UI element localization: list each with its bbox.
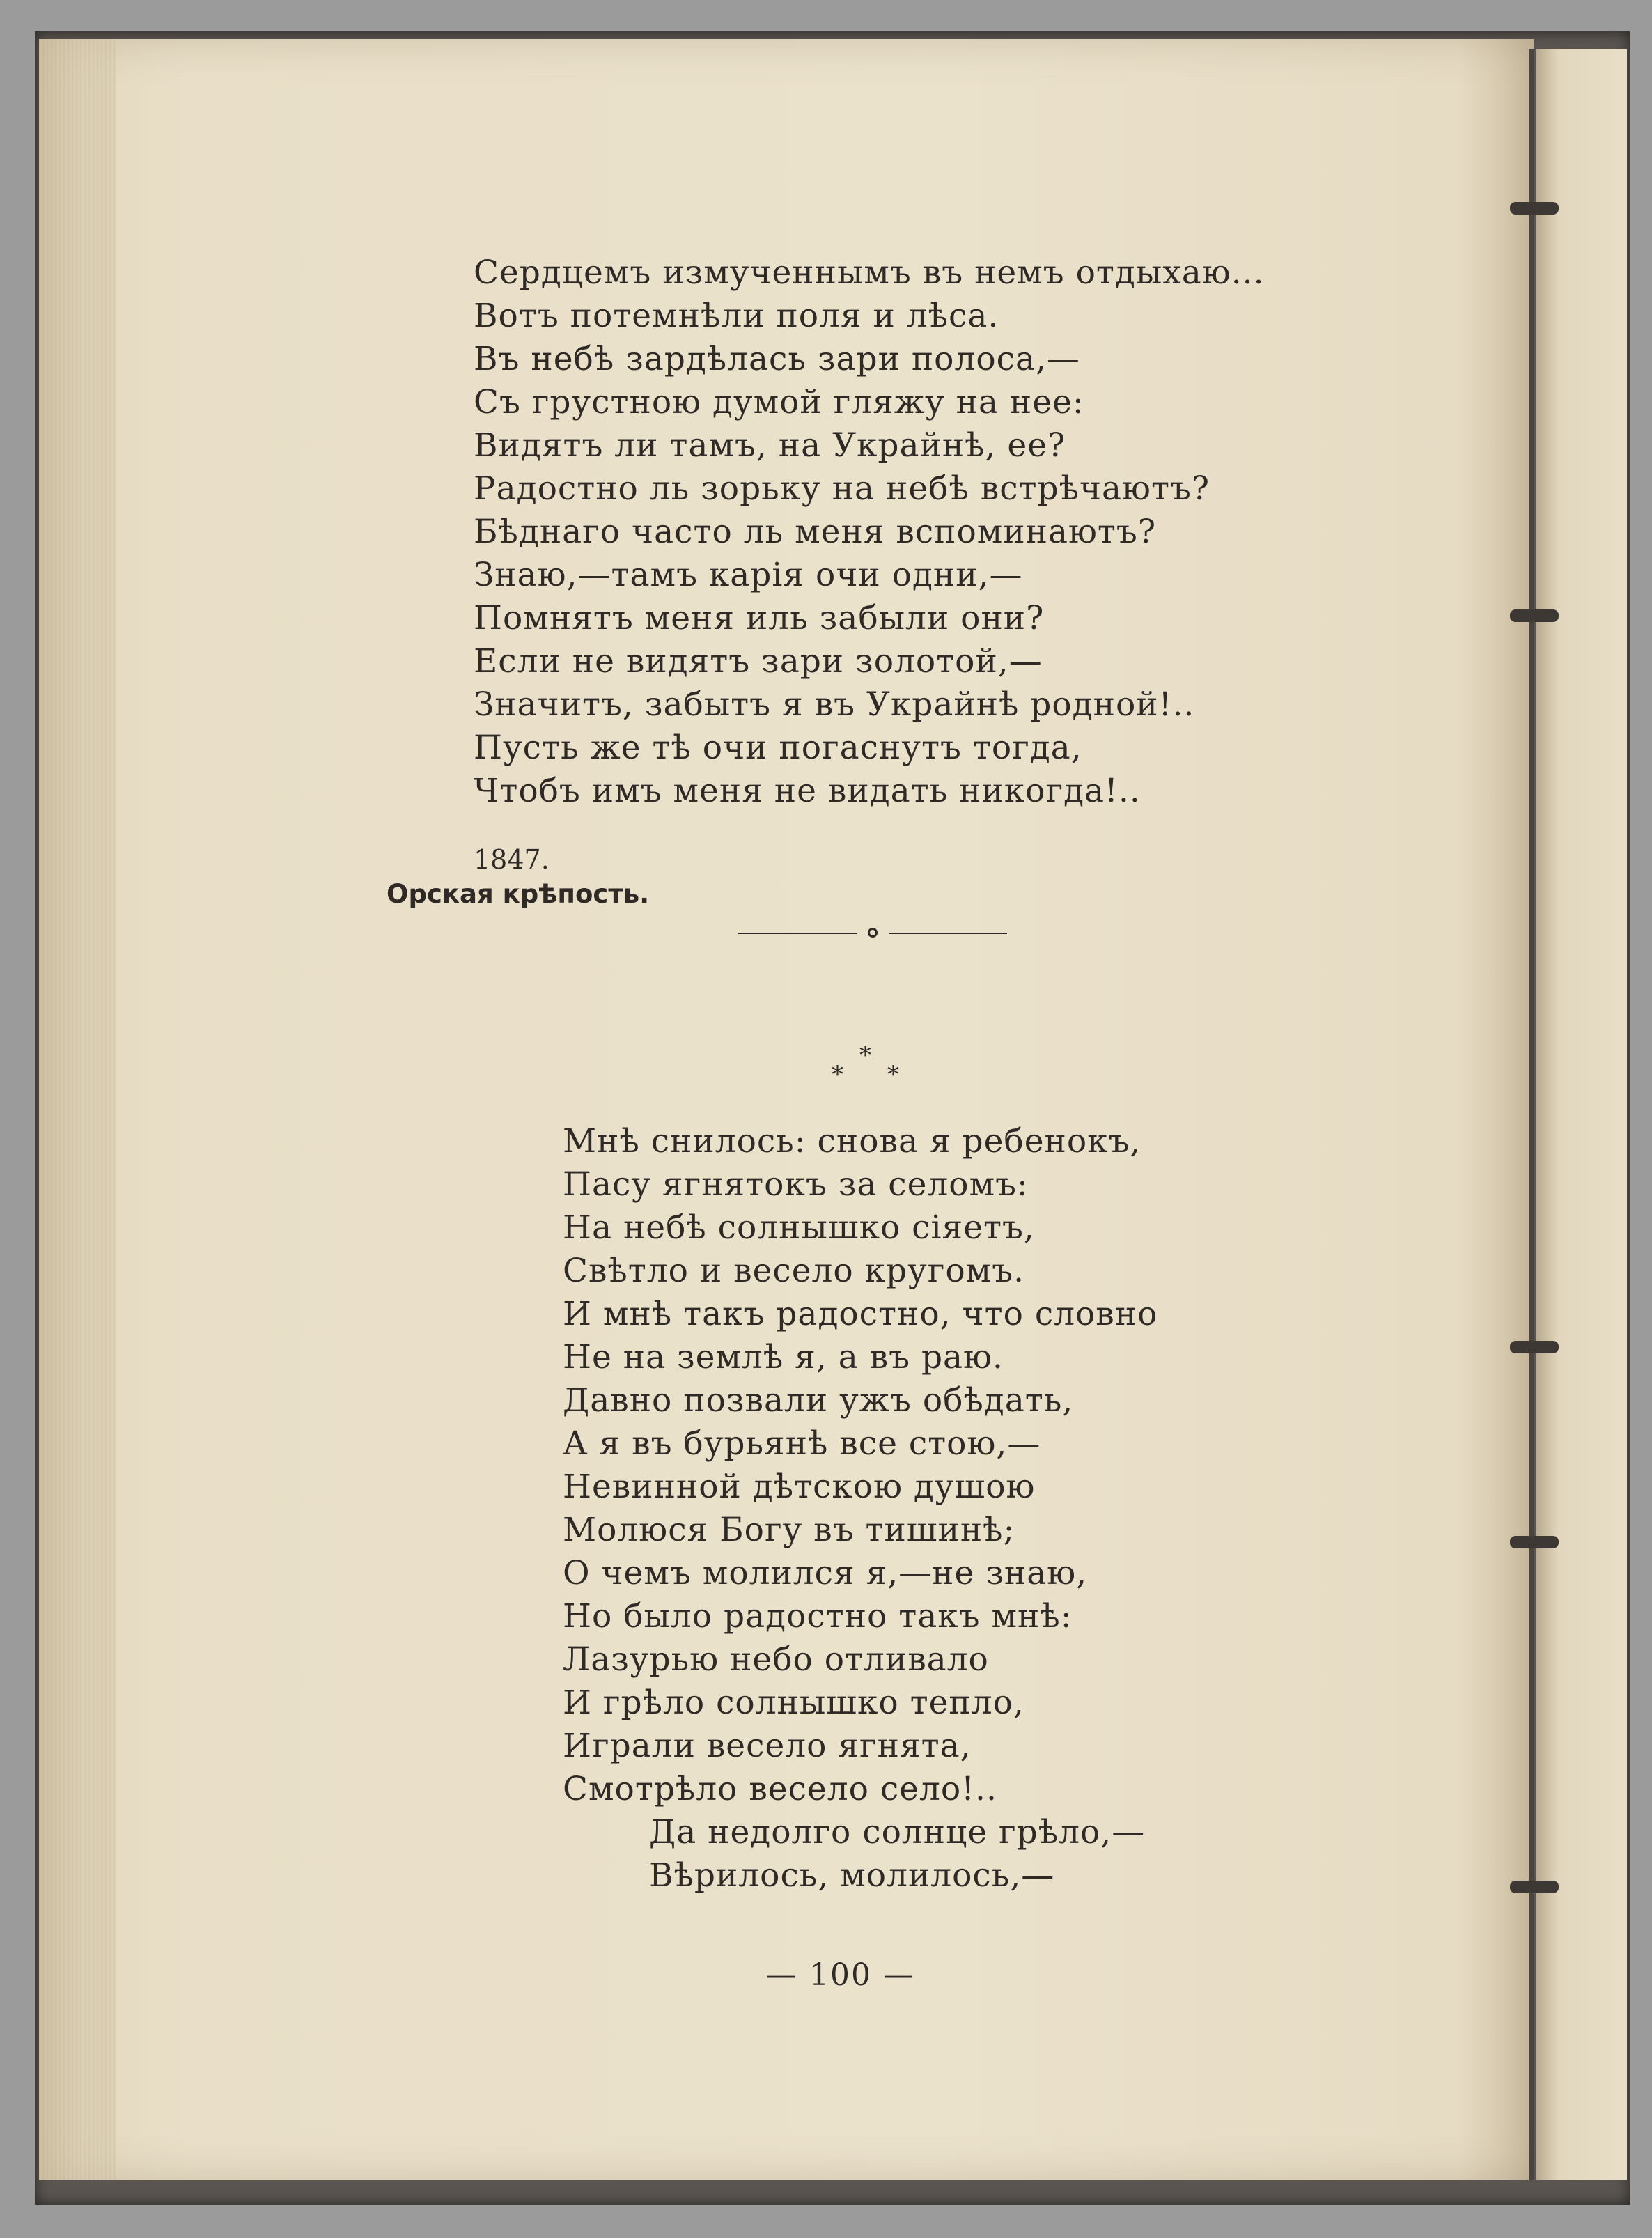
poem-line: Вотъ потемнѣли поля и лѣса. — [474, 297, 999, 335]
poem-line: И мнѣ такъ радостно, что словно — [563, 1295, 1158, 1333]
book-gutter — [1529, 49, 1534, 2180]
asterism — [822, 1041, 919, 1090]
poem-line: Лазурью небо отливало — [563, 1640, 989, 1679]
poem-line: Не на землѣ я, а въ раю. — [563, 1338, 1004, 1376]
poem-line: Играли весело ягнята, — [563, 1727, 972, 1765]
poem-line: Чтобъ имъ меня не видать никогда!.. — [474, 772, 1141, 810]
poem-line: Давно позвали ужъ обѣдать, — [563, 1381, 1074, 1420]
poem-line: Пусть же тѣ очи погаснутъ тогда, — [474, 729, 1082, 767]
poem-line: Вѣрилось, молилось,— — [649, 1856, 1055, 1895]
asterisk: * — [832, 1061, 843, 1089]
poem-line: А я въ бурьянѣ все стою,— — [563, 1424, 1041, 1463]
poem-line: Знаю,—тамъ карія очи одни,— — [474, 556, 1023, 594]
binding-thread-mark — [1510, 202, 1559, 215]
poem-line: И грѣло солнышко тепло, — [563, 1684, 1024, 1722]
poem-line: О чемъ молился я,—не знаю, — [563, 1554, 1088, 1592]
poem-line: Съ грустною думой гляжу на нее: — [474, 383, 1084, 421]
poem-line: Но было радостно такъ мнѣ: — [563, 1597, 1073, 1635]
separator-circle-ornament — [868, 928, 878, 938]
poem-line: Свѣтло и весело кругомъ. — [563, 1252, 1025, 1290]
facing-page-edge — [1536, 49, 1627, 2180]
poem-line: Мнѣ снилось: снова я ребенокъ, — [563, 1122, 1141, 1160]
poem-line: Если не видятъ зари золотой,— — [474, 642, 1043, 681]
poem-line: Значитъ, забытъ я въ Украйнѣ родной!.. — [474, 685, 1195, 724]
binding-thread-mark — [1510, 1881, 1559, 1893]
poem-line: Радостно ль зорьку на небѣ встрѣчаютъ? — [474, 469, 1210, 508]
poem-line: Помнятъ меня иль забыли они? — [474, 599, 1045, 637]
page-number: — 100 — — [766, 1957, 915, 1993]
poem-line: Пасу ягнятокъ за селомъ: — [563, 1165, 1029, 1204]
poem-line: Да недолго солнце грѣло,— — [649, 1813, 1146, 1851]
poem-line: Сердцемъ измученнымъ въ немъ отдыхаю... — [474, 254, 1265, 292]
binding-thread-mark — [1510, 1341, 1559, 1353]
section-separator — [738, 923, 1010, 944]
poem-line: Невинной дѣтскою душою — [563, 1468, 1036, 1506]
asterisk: * — [859, 1041, 871, 1069]
separator-rule-right — [889, 933, 1007, 934]
poem-line: На небѣ солнышко сіяетъ, — [563, 1209, 1035, 1247]
binding-thread-mark — [1510, 1536, 1559, 1548]
poem-line: Въ небѣ зардѣлась зари полоса,— — [474, 340, 1080, 378]
separator-rule-left — [738, 933, 857, 934]
binding-thread-mark — [1510, 609, 1559, 622]
poem-date: 1847. — [474, 844, 550, 875]
poem-line: Молюся Богу въ тишинѣ; — [563, 1511, 1015, 1549]
poem-line: Смотрѣло весело село!.. — [563, 1770, 997, 1808]
poem-place: Орская крѣпость. — [387, 879, 650, 909]
page-stack-edge — [39, 39, 116, 2180]
asterisk: * — [887, 1061, 899, 1089]
poem-line: Видятъ ли тамъ, на Украйнѣ, ее? — [474, 426, 1066, 465]
poem-line: Бѣднаго часто ль меня вспоминаютъ? — [474, 513, 1157, 551]
